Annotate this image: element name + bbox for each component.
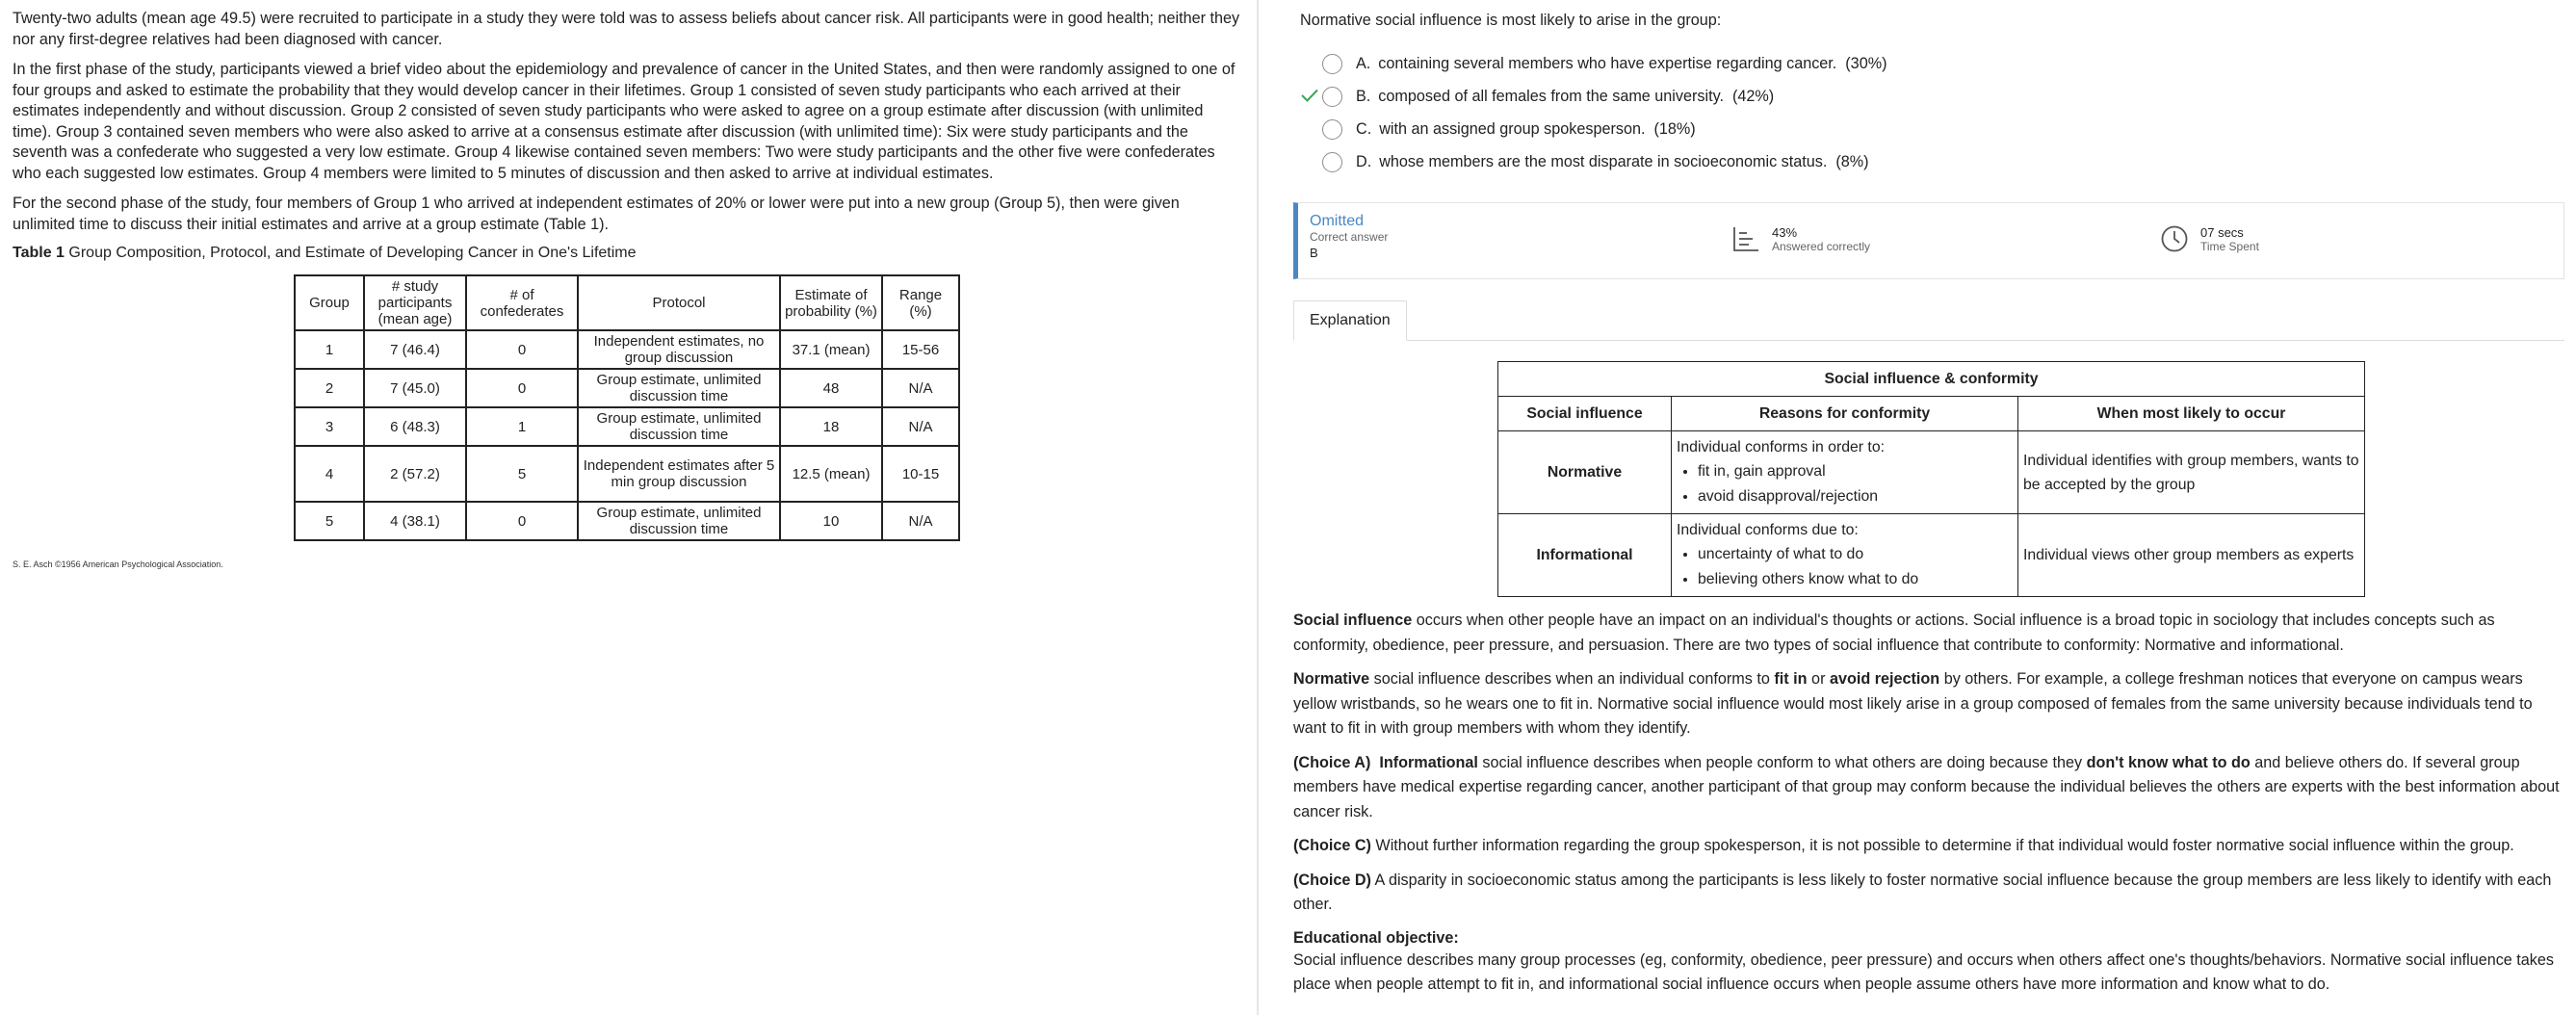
table-cell: 0 <box>466 502 578 540</box>
table-cell: 0 <box>466 369 578 407</box>
list-item: • fit in, gain approval <box>1698 459 2013 484</box>
explanation-text-span: by others. For example, a college freshman notices that everyone on campus wears yellow wristbands, so he wears one to fit in. Normative social influence would most likely arise in a group composed of females from the same university because individuals tend to want to fit in with group members with whom they identify. <box>1293 670 2533 737</box>
study-table <box>294 274 960 541</box>
table-cell: 4 (38.1) <box>364 502 466 540</box>
choice-d[interactable] <box>1301 145 2564 178</box>
citation: S. E. Asch ©1956 American Psychological Association. <box>13 560 223 569</box>
table-cell: 15-56 <box>882 330 959 369</box>
tab-explanation[interactable]: Explanation <box>1293 300 1407 341</box>
table-cell: 10 <box>780 502 882 540</box>
choice-b[interactable] <box>1301 80 2564 113</box>
explanation-paragraph-1 <box>1293 609 2564 658</box>
percent-correct-label: Answered correctly <box>1772 239 1871 253</box>
explanation-choice-d <box>1293 869 2564 918</box>
table-cell: 12.5 (mean) <box>780 446 882 502</box>
choice-b-percent: (42%) <box>1731 87 1775 105</box>
choice-a-percent: (30%) <box>1845 54 1887 72</box>
choice-a-text: containing several members who have expertise regarding cancer. <box>1378 54 1837 72</box>
header-participants: # study participants (mean age) <box>364 275 466 330</box>
explanation-text-span: A disparity in socioeconomic status among the participants is less likely to foster normative social influence because the group members are less likely to identify with each other. <box>1293 871 2552 913</box>
table-cell: 7 (45.0) <box>364 369 466 407</box>
choice-b-text: composed of all females from the same university. <box>1378 87 1724 105</box>
table-cell: 2 <box>295 369 364 407</box>
table-cell: 1 <box>466 407 578 446</box>
table-cell: 1 <box>295 330 364 369</box>
table-cell: 10-15 <box>882 446 959 502</box>
informational-when: Individual views other group members as experts <box>2018 514 2365 597</box>
list-item: • believing others know what to do <box>1698 567 2013 592</box>
choice-c[interactable] <box>1301 113 2564 145</box>
choice-b-radio[interactable] <box>1322 87 1342 107</box>
conformity-table-title: Social influence & conformity <box>1498 362 2365 397</box>
study-table-header-row <box>295 275 959 330</box>
explanation-choice-c <box>1293 834 2564 859</box>
header-estimate: Estimate of probability (%) <box>780 275 882 330</box>
explanation-text-span: social influence describes when people conform to what others are doing because they <box>1477 753 2087 771</box>
passage-pane <box>0 0 1257 1015</box>
header-range: Range (%) <box>882 275 959 330</box>
choice-d-letter: D. <box>1356 152 1372 170</box>
choice-a-radio[interactable] <box>1322 54 1342 74</box>
table-cell: Independent estimates after 5 min group discussion <box>578 446 780 502</box>
time-spent-value: 07 secs <box>2200 224 2244 240</box>
passage-paragraph-2: In the first phase of the study, participants viewed a brief video about the epidemiology and prevalence of cancer in the United States, and then were randomly assigned to one of four groups and asked to estimate the probability that they would develop cancer in their lifetimes. Group 1 consisted of seven study participants who each arrived at their estimates independently and without discussion. Group 2 consisted of seven study participants who were asked to agree on a group estimate after discussion (with unlimited time). Group 3 contained seven members who were also asked to arrive at a consensus estimate after discussion (with unlimited time): Six were study participants and the seventh was a confederate who suggested a very low estimate. Group 4 likewise contained seven members: Two were study participants and the other five were confederates who each suggested low estimates. Group 4 members were limited to 5 minutes of discussion and then asked to arrive at individual estimates. <box>13 61 1236 182</box>
explanation-text-span: Without further information regarding the group spokesperson, it is not possible to determine if that individual would foster normative social influence within the group. <box>1370 837 2514 854</box>
percent-correct-stat <box>1731 224 1870 253</box>
explanation-choice-a <box>1293 751 2564 825</box>
table-row <box>1498 431 2365 514</box>
normative-label: Normative <box>1498 431 1672 514</box>
table-cell: N/A <box>882 369 959 407</box>
passage-paragraph-3: For the second phase of the study, four members of Group 1 who arrived at independent estimates of 20% or lower were put into a new group (Group 5), then were given unlimited time to discuss their initial estimates and arrive at a group estimate (Table 1). <box>13 195 1180 233</box>
table-cell: 2 (57.2) <box>364 446 466 502</box>
table-caption <box>13 245 1244 262</box>
table-cell: Independent estimates, no group discussion <box>578 330 780 369</box>
correct-answer-label: Correct answer <box>1310 230 1389 244</box>
educational-objective-text: Social influence describes many group processes (eg, conformity, obedience, peer pressure) and occurs when others affect one's thoughts/behaviors. Normative social influence takes place when people attempt to fit in, and informational social influence occurs when people assume others have more information and know what to do. <box>1293 950 2554 993</box>
header-when: When most likely to occur <box>2018 397 2365 431</box>
explanation-text-span: occurs when other people have an impact on an individual's thoughts or actions. Social influence is a broad topic in sociology that includes concepts such as conformity, obedience, peer pressure, and persuasion. There are two types of social influence that contribute to conformity: Normative and informational. <box>1293 612 2495 654</box>
percent-correct-value: 43% <box>1772 224 1798 240</box>
list-item: • uncertainty of what to do <box>1698 542 2013 567</box>
choice-c-label: (Choice C) <box>1293 837 1371 854</box>
clock-icon <box>2160 224 2189 253</box>
answer-stats-bar <box>1293 202 2564 279</box>
normative-when: Individual identifies with group members, wants to be accepted by the group <box>2018 431 2365 514</box>
choice-a-letter: A. <box>1356 54 1371 72</box>
table-cell: Group estimate, unlimited discussion time <box>578 369 780 407</box>
table-row <box>295 369 959 407</box>
table-cell: N/A <box>882 502 959 540</box>
header-confederates: # of confederates <box>466 275 578 330</box>
passage-paragraph-1: Twenty-two adults (mean age 49.5) were recruited to participate in a study they were told was to assess beliefs about cancer risk. All participants were in good health; neither they nor any first-degree relatives had been diagnosed with cancer. <box>13 10 1240 48</box>
correct-check-icon <box>1301 86 1322 108</box>
table-row <box>295 502 959 540</box>
omitted-stat <box>1310 213 1388 260</box>
normative-bullets <box>1698 459 2013 509</box>
question-stem: Normative social influence is most likely to arise in the group: <box>1300 12 1722 29</box>
explanation-text-span: and believe others do. If several group members have medical expertise regarding cancer, another participant of that group may conform because the individual believes the others are experts with the best information about cancer risk. <box>1293 753 2560 820</box>
term-dont-know: don't know what to do <box>2086 753 2251 771</box>
answer-status: Omitted <box>1310 213 1365 229</box>
passage <box>13 9 1244 235</box>
conformity-table-header-row <box>1498 397 2365 431</box>
normative-intro: Individual conforms in order to: <box>1677 439 1885 455</box>
informational-bullets <box>1698 542 2013 592</box>
choice-c-radio[interactable] <box>1322 119 1342 140</box>
table-row <box>295 446 959 502</box>
table-row <box>295 407 959 446</box>
choice-c-percent: (18%) <box>1653 119 1696 138</box>
normative-reasons <box>1672 431 2018 514</box>
term-normative: Normative <box>1293 670 1370 688</box>
choice-d-text: whose members are the most disparate in socioeconomic status. <box>1379 152 1828 170</box>
table-label: Table 1 <box>13 245 65 261</box>
question-pane <box>1259 0 2576 1015</box>
answer-choices <box>1301 47 2564 178</box>
term-fit-in: fit in <box>1774 670 1808 688</box>
explanation-text-span: social influence describes when an individual conforms to <box>1369 670 1775 688</box>
choice-c-letter: C. <box>1356 119 1372 138</box>
explanation-text-span: or <box>1807 670 1830 688</box>
term-avoid-rejection: avoid rejection <box>1829 670 1940 688</box>
choice-d-label: (Choice D) <box>1293 871 1371 889</box>
educational-objective-title: Educational objective: <box>1293 928 1459 947</box>
correct-answer-value: B <box>1310 246 1318 260</box>
table-cell: 5 <box>466 446 578 502</box>
bar-chart-icon <box>1731 224 1760 253</box>
time-spent-stat <box>2160 224 2259 253</box>
informational-label: Informational <box>1498 514 1672 597</box>
table-cell: 0 <box>466 330 578 369</box>
header-reasons: Reasons for conformity <box>1672 397 2018 431</box>
conformity-table <box>1497 361 2365 597</box>
table-cell: 4 <box>295 446 364 502</box>
table-row <box>1498 514 2365 597</box>
table-cell: 7 (46.4) <box>364 330 466 369</box>
header-group: Group <box>295 275 364 330</box>
informational-intro: Individual conforms due to: <box>1677 522 1859 538</box>
tab-bar <box>1293 300 2564 341</box>
informational-reasons <box>1672 514 2018 597</box>
table-row <box>295 330 959 369</box>
table-cell: 6 (48.3) <box>364 407 466 446</box>
header-protocol: Protocol <box>578 275 780 330</box>
table-cell: 5 <box>295 502 364 540</box>
choice-c-text: with an assigned group spokesperson. <box>1379 119 1646 138</box>
choice-d-percent: (8%) <box>1835 152 1869 170</box>
explanation-paragraph-2 <box>1293 667 2564 742</box>
table-cell: N/A <box>882 407 959 446</box>
table-cell: 18 <box>780 407 882 446</box>
table-cell: 37.1 (mean) <box>780 330 882 369</box>
table-cell: Group estimate, unlimited discussion time <box>578 502 780 540</box>
time-spent-label: Time Spent <box>2200 239 2259 253</box>
choice-a[interactable] <box>1301 47 2564 80</box>
conformity-table-title-row <box>1498 362 2365 397</box>
term-social-influence: Social influence <box>1293 612 1413 629</box>
term-informational: Informational <box>1379 753 1478 771</box>
explanation-text <box>1293 609 2564 998</box>
choice-a-label: (Choice A) <box>1293 753 1371 771</box>
choice-b-letter: B. <box>1356 87 1371 105</box>
header-social-influence: Social influence <box>1498 397 1672 431</box>
choice-d-radio[interactable] <box>1322 152 1342 172</box>
list-item: • avoid disapproval/rejection <box>1698 484 2013 509</box>
table-title: Group Composition, Protocol, and Estimate of Developing Cancer in One's Lifetime <box>68 245 637 261</box>
table-cell: 48 <box>780 369 882 407</box>
table-cell: 3 <box>295 407 364 446</box>
table-cell: Group estimate, unlimited discussion time <box>578 407 780 446</box>
